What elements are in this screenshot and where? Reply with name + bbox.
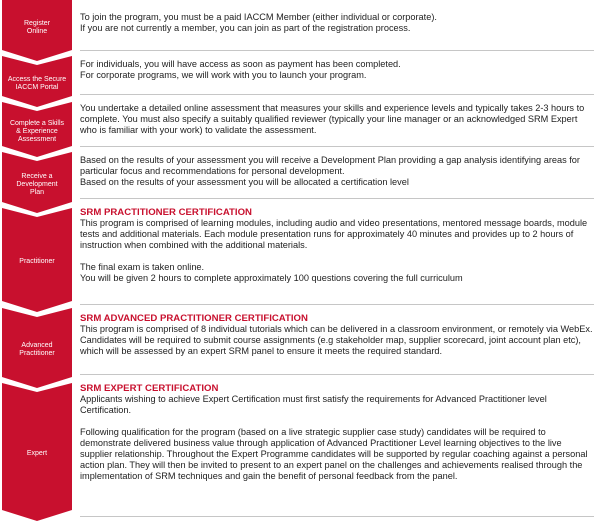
certification-title: SRM PRACTITIONER CERTIFICATION <box>80 207 252 218</box>
step-label-line: Practitioner <box>19 350 55 357</box>
process-step <box>0 148 600 200</box>
certification-title: SRM ADVANCED PRACTITIONER CERTIFICATION <box>80 313 308 324</box>
step-label <box>4 120 70 144</box>
paragraph-spacer <box>80 251 594 262</box>
step-label-line: Access the Secure <box>7 76 67 83</box>
step-chevron <box>2 383 72 521</box>
step-label-line: Development <box>16 181 58 188</box>
step-description: For individuals, you will have access as soon as payment has been completed. <box>80 59 401 69</box>
step-description: For corporate programs, we will work with you to launch your program. <box>80 70 367 80</box>
step-description: This program is comprised of 8 individual tutorials which can be delivered in a classroom environment, or remotely via WebEx. Candidates will be required to submit course assignments (e.g stakeholder map, supplier scorecard, joint account plan etc), which will be assessed by an expert SRM panel to ensure it meets the required standard. <box>80 324 593 356</box>
step-label-line: Register <box>23 20 51 27</box>
step-description: You will be given 2 hours to complete approximately 100 questions covering the full curriculum <box>80 273 463 283</box>
step-label-line: Advanced <box>21 342 53 349</box>
process-step <box>0 200 600 306</box>
process-step <box>0 306 600 376</box>
process-step <box>0 0 600 52</box>
step-label <box>4 173 70 197</box>
process-step <box>0 96 600 148</box>
step-description: If you are not currently a member, you can join as part of the registration process. <box>80 23 411 33</box>
step-label-line: & Experience <box>16 128 58 135</box>
step-content <box>80 376 594 517</box>
step-label-line: Expert <box>26 450 48 457</box>
step-description: This program is comprised of learning modules, including audio and video presentations, mentored message boards, module tests and additional materials. Each module presentation runs for approximately 40 minutes and provides up to 2 hours of instruction when combined with the additional materials. <box>80 218 588 250</box>
step-chevron <box>2 208 72 312</box>
step-content <box>80 148 594 199</box>
step-label <box>4 20 70 36</box>
step-content <box>80 306 594 375</box>
step-description: Following qualification for the program (based on a live strategic supplier case study) candidates will be required to demonstrate delivered business value through application of Advanced Practitioner Level learning objectives to the live supplier relationship. Throughout the Expert Programme candidates will be supported by regular coaching against a personal action plan. They will then be invited to present to an expert panel on the challenges and achievements realised through the implementation of SRM techniques and gain the benefit of personal feedback from the panel. <box>80 427 588 481</box>
step-label <box>4 76 70 92</box>
step-label-line: Complete a Skills <box>9 120 65 127</box>
step-content <box>80 52 594 95</box>
step-label-line: IACCM Portal <box>15 84 59 91</box>
step-description: Applicants wishing to achieve Expert Certification must first satisfy the requirements for Advanced Practitioner level Certification. <box>80 394 547 415</box>
step-label <box>4 258 70 266</box>
step-label-line: Receive a <box>21 173 53 180</box>
step-description: You undertake a detailed online assessment that measures your skills and experience levels and typically takes 2-3 hours to complete. You must also specify a suitably qualified reviewer (typically your line manager or an acknowledged SRM Expert who is familiar with your work) to validate the assessment. <box>80 103 585 135</box>
process-step <box>0 376 600 518</box>
step-description: Based on the results of your assessment you will receive a Development Plan providing a gap analysis identifying areas for particular focus and recommendations for personal development. <box>80 155 580 176</box>
process-step <box>0 52 600 96</box>
step-content <box>80 96 594 147</box>
step-label <box>4 342 70 358</box>
step-description: Based on the results of your assessment you will be allocated a certification level <box>80 177 409 187</box>
step-content <box>80 200 594 305</box>
certification-title: SRM EXPERT CERTIFICATION <box>80 383 219 394</box>
step-description: To join the program, you must be a paid IACCM Member (either individual or corporate). <box>80 12 437 22</box>
step-label-line: Practitioner <box>19 258 55 265</box>
step-label-line: Assessment <box>17 136 57 143</box>
step-label-line: Online <box>26 28 48 35</box>
step-label <box>4 450 70 458</box>
paragraph-spacer <box>80 416 594 427</box>
step-description: The final exam is taken online. <box>80 262 205 272</box>
step-label-line: Plan <box>29 189 44 196</box>
step-content <box>80 0 594 51</box>
